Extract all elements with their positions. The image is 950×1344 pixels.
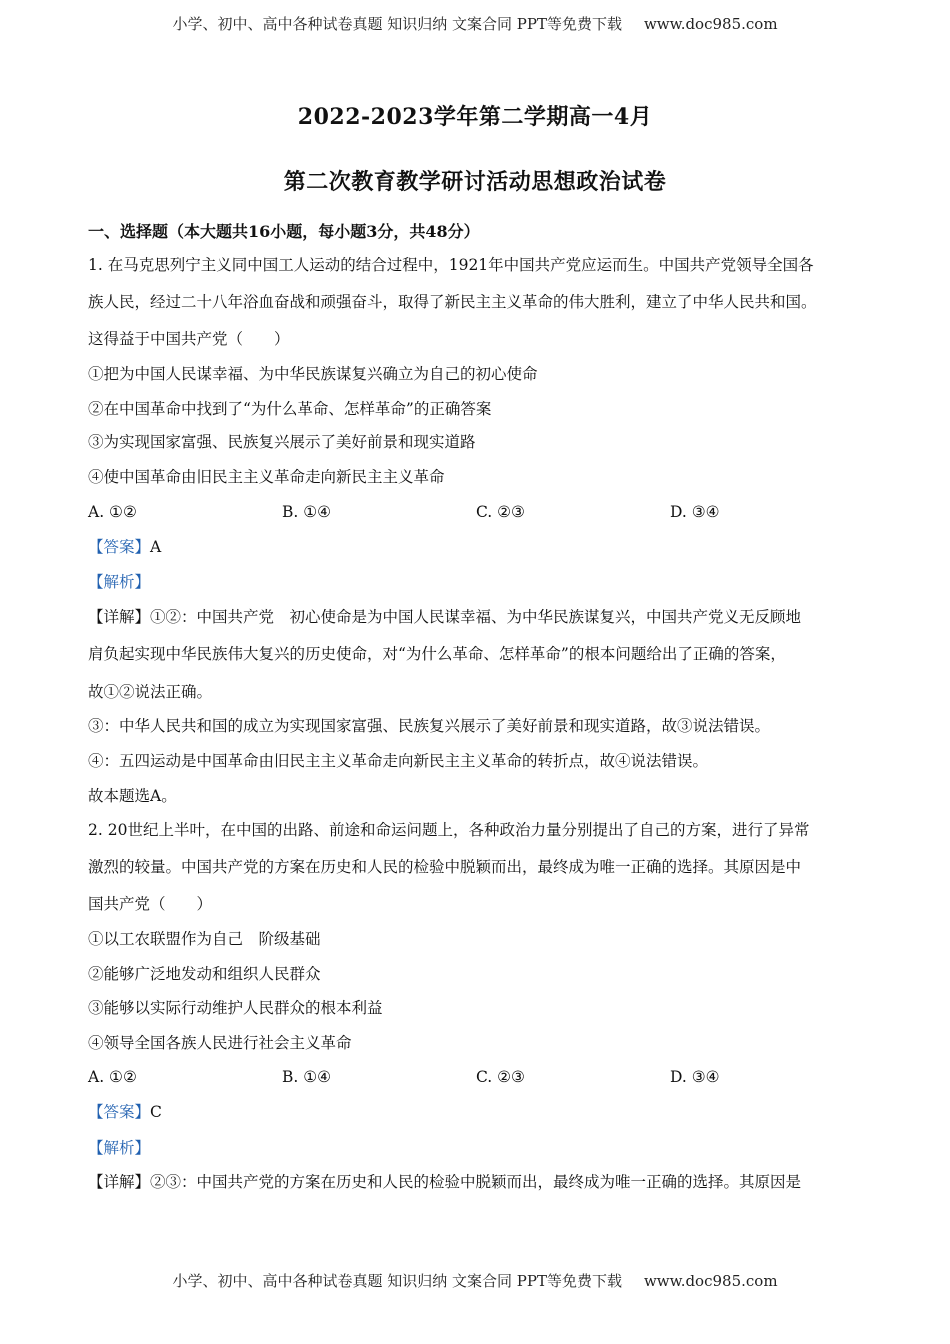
page-footer — [0, 1270, 950, 1291]
answer-value: A — [150, 538, 162, 556]
q2-answer — [88, 1102, 870, 1122]
analysis-tag: 【解析】 — [88, 573, 151, 591]
detail-tag: 【详解】 — [88, 608, 151, 626]
q2-statement-1: ①以工农联盟作为自己 阶级基础 — [88, 930, 321, 948]
q1-option-a: A. ①② — [88, 503, 137, 521]
exam-title-line1: 2022-2023学年第二学期高一4月 — [297, 104, 653, 130]
q2-stem-line1: 2. 20世纪上半叶，在中国的出路、前途和命运问题上，各种政治力量分别提出了自己的方案，进行了异常 — [88, 821, 810, 839]
q2-option-b: B. ①④ — [282, 1068, 332, 1086]
header-text: 小学、初中、高中各种试卷真题 知识归纳 文案合同 PPT等免费下载 — [172, 15, 622, 33]
answer-tag: 【答案】 — [88, 538, 151, 556]
answer-value: C — [150, 1103, 162, 1121]
exam-title-line2: 第二次教育教学研讨活动思想政治试卷 — [283, 169, 667, 195]
q1-detail-line2: 肩负起实现中华民族伟大复兴的历史使命，对“为什么革命、怎样革命”的根本问题给出了正确的答案， — [88, 645, 786, 663]
q1-statement-4: ④使中国革命由旧民主主义革命走向新民主主义革命 — [88, 468, 445, 486]
q1-statement-3: ③为实现国家富强、民族复兴展示了美好前景和现实道路 — [88, 433, 476, 451]
q2-stem-line3: 国共产党（ ） — [88, 895, 213, 913]
q2-statement-4: ④领导全国各族人民进行社会主义革命 — [88, 1034, 352, 1052]
q1-statement-1: ①把为中国人民谋幸福、为中华民族谋复兴确立为自己的初心使命 — [88, 365, 538, 383]
detail-text: ①②：中国共产党 初心使命是为中国人民谋幸福、为中华民族谋复兴，中国共产党义无反顾地 — [150, 608, 802, 626]
q2-analysis — [88, 1138, 870, 1158]
q1-detail-line5: ④：五四运动是中国革命由旧民主主义革命走向新民主主义革命的转折点，故④说法错误。 — [88, 752, 709, 770]
page-header — [0, 13, 950, 34]
q1-detail-line4: ③：中华人民共和国的成立为实现国家富强、民族复兴展示了美好前景和现实道路，故③说法错误。 — [88, 717, 771, 735]
detail-text: ②③：中国共产党的方案在历史和人民的检验中脱颖而出，最终成为唯一正确的选择。其原因是 — [150, 1173, 802, 1191]
q1-analysis — [88, 572, 870, 592]
q1-answer — [88, 537, 870, 557]
q2-detail-line1 — [88, 1172, 870, 1192]
q1-detail-line3: 故①②说法正确。 — [88, 683, 213, 701]
q2-option-a: A. ①② — [88, 1068, 137, 1086]
section-heading: 一、选择题（本大题共16小题，每小题3分，共48分） — [88, 222, 480, 241]
q1-stem-line3: 这得益于中国共产党（ ） — [88, 330, 290, 348]
q1-detail-line6: 故本题选A。 — [88, 787, 177, 805]
q1-option-b: B. ①④ — [282, 503, 332, 521]
q1-option-c: C. ②③ — [476, 503, 525, 521]
q1-statement-2: ②在中国革命中找到了“为什么革命、怎样革命”的正确答案 — [88, 400, 492, 418]
q1-stem-line1: 1. 在马克思列宁主义同中国工人运动的结合过程中，1921年中国共产党应运而生。中国共产党领导全国各 — [88, 256, 814, 274]
q2-statement-3: ③能够以实际行动维护人民群众的根本利益 — [88, 999, 383, 1017]
header-url[interactable]: www.doc985.com — [643, 15, 778, 33]
q1-option-d: D. ③④ — [670, 503, 720, 521]
footer-url[interactable]: www.doc985.com — [643, 1272, 778, 1290]
q2-option-d: D. ③④ — [670, 1068, 720, 1086]
q2-option-c: C. ②③ — [476, 1068, 525, 1086]
q2-statement-2: ②能够广泛地发动和组织人民群众 — [88, 965, 321, 983]
answer-tag: 【答案】 — [88, 1103, 151, 1121]
detail-tag: 【详解】 — [88, 1173, 151, 1191]
q1-stem-line2: 族人民，经过二十八年浴血奋战和顽强奋斗，取得了新民主主义革命的伟大胜利，建立了中华人民共和国。 — [88, 293, 817, 311]
q2-stem-line2: 激烈的较量。中国共产党的方案在历史和人民的检验中脱颖而出，最终成为唯一正确的选择。其原因是中 — [88, 858, 802, 876]
analysis-tag: 【解析】 — [88, 1139, 151, 1157]
q1-detail-line1 — [88, 607, 870, 627]
footer-text: 小学、初中、高中各种试卷真题 知识归纳 文案合同 PPT等免费下载 — [172, 1272, 622, 1290]
